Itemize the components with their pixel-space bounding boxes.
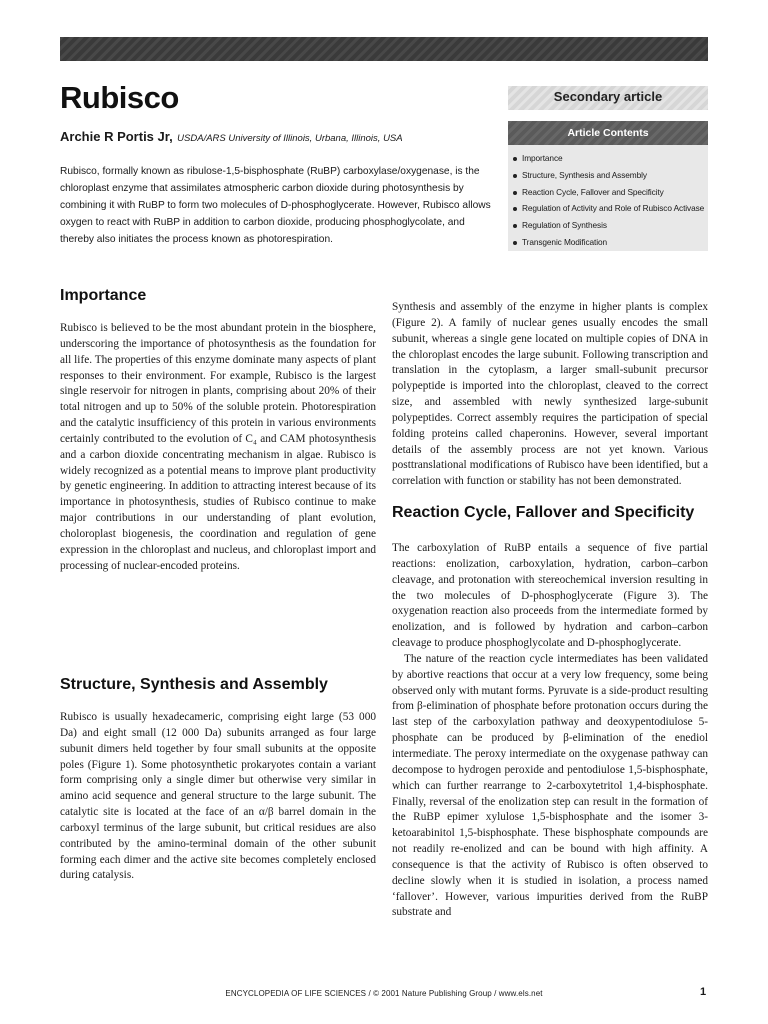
structure-text-continued bbox=[392, 300, 708, 490]
contents-item-reaction-cycle[interactable]: Reaction Cycle, Fallover and Specificity bbox=[513, 184, 708, 201]
importance-text bbox=[60, 321, 376, 575]
importance-paragraph-1: Rubisco is believed to be the most abundant protein in the biosphere, underscoring the importance of photosynthesis as the foundation for all life. The properties of this enzyme dominate many aspects of plant responses to their environment. For example, Rubisco is the largest single reservoir for nitrogen in plants, comprising about 20% of their total nitrogen and up to 50% of the soluble protein. Photorespiration and the catalytic insufficiency of this protein in various environments certainly contributed to the evolution of C₄ and CAM photosynthesis and a carbon dioxide concentrating mechanism in algae. Rubisco is widely recognized as a potential means to improve plant productivity by genetic engineering. In addition to attracting interest because of its importance in photosynthesis, studies of Rubisco continue to make major contributions in our understanding of plant evolution, choloroplast biogenesis, the coordination and regulation of gene expression in the chloroplast and nucleus, and chloroplast import and processing of nuclear-encoded proteins. bbox=[60, 322, 376, 572]
structure-paragraph-2: Synthesis and assembly of the enzyme in higher plants is complex (Figure 2). A family of nuclear genes usually encodes the small subunit, whereas a single gene located on multiple copies of DNA in the chloroplast encodes the large subunit. Following transcription and translation in the cytoplasm, a larger small-subunit precursor polypeptide is imported into the chloroplast, cleaved to the correct size, and assembled with newly synthesized large-subunit polypeptides. Correct assembly requires the participation of special folding proteins called chaperonins. However, several important details of the assembly process are not yet known. Various posttranslational modifications of Rubisco have been identified, but a correlation with function or stability has not been demonstrated. bbox=[392, 301, 708, 488]
contents-item-transgenic[interactable]: Transgenic Modification bbox=[513, 234, 708, 251]
heading-reaction-cycle: Reaction Cycle, Fallover and Specificity bbox=[392, 504, 695, 521]
article-contents-list bbox=[508, 145, 708, 251]
reaction-paragraph-2: The nature of the reaction cycle intermediates has been validated by abortive reactions that occur at a very low frequency, some being observed only with mutant forms. Pyruvate is a side-product resulting from β-elimination of phosphate before protonation occurs during the last step of the carboxylation pathway and deoxypentodiulose 5-phosphate can be produced by β-elimination of the enediol intermediate. The peroxy intermediate on the oxygenase pathway can decompose to hydrogen peroxide and pentodiulose 1,5-bisphosphate, which can further rearrange to 2-carboxytetritol 1,4-bisphosphate. Finally, reversal of the enolization step can result in the formation of the RuBP epimer xylulose 1,5-bisphosphate and the isomer 3-ketoarabinitol 1,5-bisphosphate. These bisphosphate compounds are not readily re-enolized and can be bound with high affinity. A consequence is that the activity of Rubisco is often observed to decline slowly when it is studied in isolation, a process named ‘fallover’. However, various impurities derived from the RuBP substrate and bbox=[392, 652, 708, 919]
reaction-text bbox=[392, 541, 708, 921]
footer-citation: ENCYCLOPEDIA OF LIFE SCIENCES / © 2001 Nature Publishing Group / www.els.net bbox=[225, 989, 543, 998]
article-title: Rubisco bbox=[60, 80, 179, 115]
author-line bbox=[60, 128, 403, 146]
article-contents-box bbox=[508, 145, 708, 251]
contents-item-regulation-synthesis[interactable]: Regulation of Synthesis bbox=[513, 217, 708, 234]
heading-importance: Importance bbox=[60, 287, 147, 304]
contents-item-structure[interactable]: Structure, Synthesis and Assembly bbox=[513, 167, 708, 184]
abstract: Rubisco, formally known as ribulose-1,5-bisphosphate (RuBP) carboxylase/oxygenase, is the chloroplast enzyme that assimilates atmospheric carbon dioxide during photosynthesis by combining it with RuBP to form two molecules of D-phosphoglycerate. However, Rubisco allows oxygen to react with RuBP in addition to carbon dioxide, producing phosphoglycolate, and thereby also initiates the process known as photorespiration. bbox=[60, 166, 491, 245]
structure-paragraph-1: Rubisco is usually hexadecameric, comprising eight large (53 000 Da) and eight small (12 000 Da) subunits arranged as four large subunit dimers held together by four small subunits at the opposite poles (Figure 1). Some photosynthetic prokaryotes contain a variant form comprising only a single dimer but otherwise very similar in amino acid sequence and general structure to the large subunit. The catalytic site is located at the face of an α/β barrel domain in the carboxyl terminus of the large subunit, but critical residues are also contributed by the amino-terminal domain of the other subunit forming each dimer and the active site becomes completely enclosed during catalysis. bbox=[60, 711, 376, 882]
reaction-paragraph-1: The carboxylation of RuBP entails a sequence of five partial reactions: enolization, carboxylation, hydration, carbon–carbon cleavage, and protonation with stereochemical inversion resulting in the two molecules of D-phosphoglycerate (Figure 3). The oxygenation reaction also proceeds from the intermediate formed by enolization, and is followed by hydration and carbon–carbon cleavage to produce phosphoglycolate and D-phosphoglycerate. bbox=[392, 542, 708, 650]
author-name: Archie R Portis Jr, bbox=[60, 129, 173, 144]
secondary-article-box bbox=[508, 86, 708, 110]
secondary-article-label: Secondary article bbox=[553, 89, 663, 104]
heading-structure: Structure, Synthesis and Assembly bbox=[60, 676, 328, 693]
header-bar bbox=[60, 37, 708, 61]
structure-text bbox=[60, 710, 376, 884]
page-number: 1 bbox=[700, 986, 707, 998]
article-contents-header: Article Contents bbox=[508, 121, 708, 145]
contents-item-regulation-activity[interactable]: Regulation of Activity and Role of Rubisco Activase bbox=[513, 200, 708, 217]
author-affiliation: USDA/ARS University of Illinois, Urbana, Illinois, USA bbox=[177, 133, 403, 144]
contents-item-importance[interactable]: Importance bbox=[513, 150, 708, 167]
